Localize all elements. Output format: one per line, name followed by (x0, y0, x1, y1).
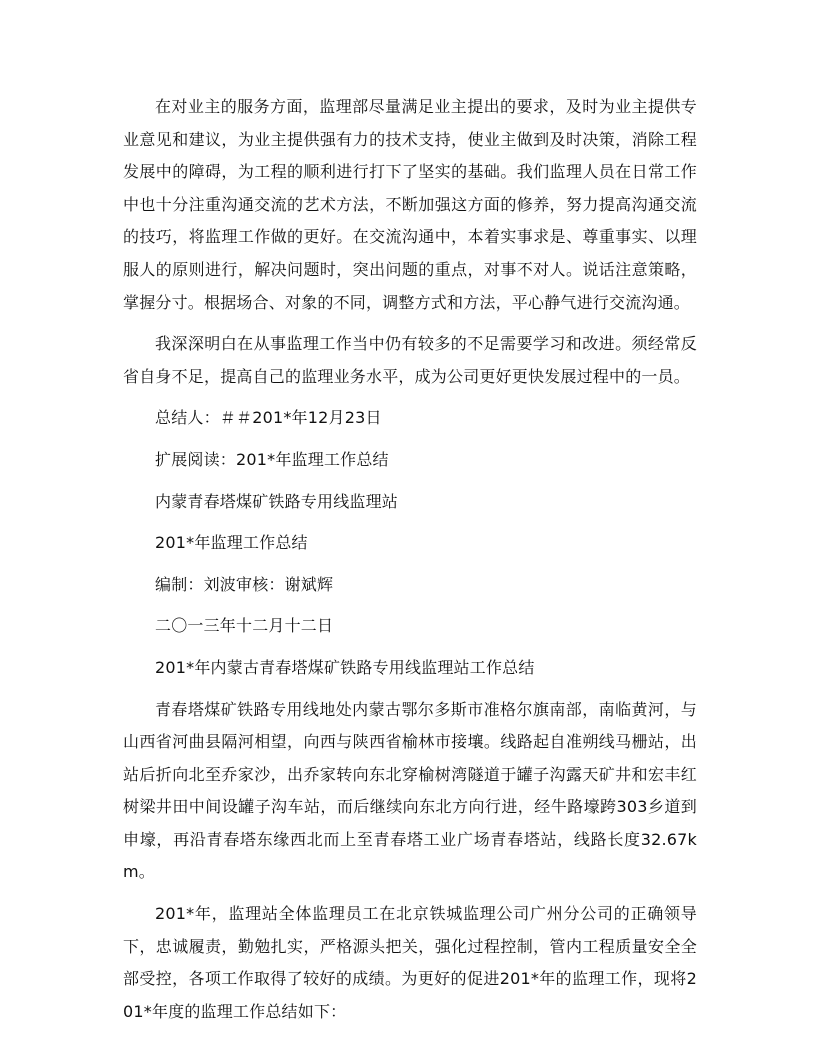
document-body (123, 91, 697, 1028)
summary-author-line: 总结人：＃＃201*年12月23日 (155, 408, 382, 428)
paragraph-annual-overview: 201*年，监理站全体监理员工在北京铁城监理公司广州分公司的正确领导下，忠诚履责，勤勉扎实，严格源头把关，强化过程控制，管内工程质量安全全部受控，各项工作取得了较好的成绩。为更好的促进201*年的监理工作，现将201*年度的监理工作总结如下： (123, 904, 697, 1021)
paragraph-gap (123, 643, 697, 652)
paragraph-route-description: 青春塔煤矿铁路专用线地处内蒙古鄂尔多斯市准格尔旗南部，南临黄河，与山西省河曲县隔河相望，向西与陕西省榆林市接壤。线路起自准朔线马栅站，出站后折向北至乔家沙，出乔家转向东北穿榆树湾隧道于罐子沟露天矿井和宏丰红树梁井田中间设罐子沟车站，而后继续向东北方向行进，经牛路壕跨303乡道到申壕，再沿青春塔东缘西北而上至青春塔工业广场青春塔站，线路长度32.67km。 (123, 699, 697, 882)
date-line: 二〇一三年十二月十二日 (155, 616, 334, 636)
editor-reviewer-line: 编制：刘波审核：谢斌辉 (155, 574, 334, 594)
station-name-line: 内蒙青春塔煤矿铁路专用线监理站 (155, 491, 399, 511)
paragraph-gap (123, 685, 697, 694)
work-summary-heading: 201*年内蒙古青春塔煤矿铁路专用线监理站工作总结 (155, 657, 535, 677)
paragraph-gap (123, 560, 697, 569)
paragraph-self-reflection: 我深深明白在从事监理工作当中仍有较多的不足需要学习和改进。须经常反省自身不足，提高自己的监理业务水平，成为公司更好更快发展过程中的一员。 (123, 334, 697, 386)
extended-reading-line: 扩展阅读：201*年监理工作总结 (155, 449, 389, 469)
paragraph-gap (123, 601, 697, 610)
report-title-line: 201*年监理工作总结 (155, 533, 308, 553)
paragraph-gap (123, 477, 697, 486)
paragraph-gap (123, 889, 697, 898)
paragraph-gap (123, 435, 697, 444)
paragraph-service-to-owner: 在对业主的服务方面，监理部尽量满足业主提出的要求，及时为业主提供专业意见和建议，为业主提供强有力的技术支持，使业主做到及时决策，消除工程发展中的障碍，为工程的顺利进行打下了坚实的基础。我们监理人员在日常工作中也十分注重沟通交流的艺术方法，不断加强这方面的修养，努力提高沟通交流的技巧，将监理工作做的更好。在交流沟通中，本着实事求是、尊重事实、以理服人的原则进行，解决问题时，突出问题的重点，对事不对人。说话注意策略，掌握分寸。根据场合、对象的不同，调整方式和方法，平心静气进行交流沟通。 (123, 97, 697, 312)
paragraph-gap (123, 393, 697, 402)
paragraph-gap (123, 319, 697, 328)
paragraph-gap (123, 518, 697, 527)
